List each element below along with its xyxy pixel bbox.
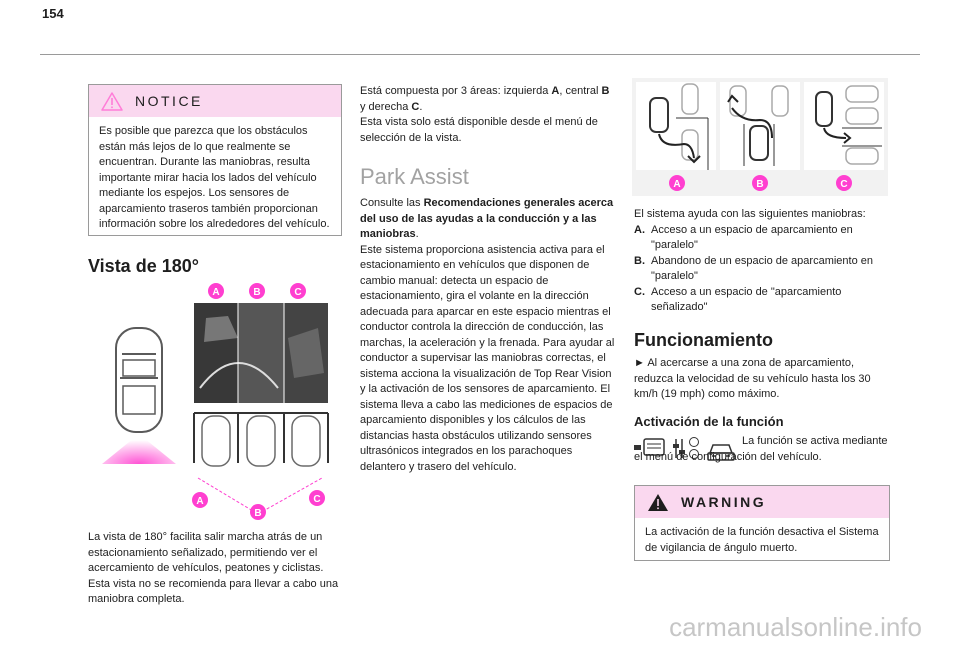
park-assist-figure: [632, 78, 888, 196]
list-item: [634, 223, 890, 254]
label-b-icon: [752, 175, 768, 191]
fig-label-b-bottom: B: [254, 508, 262, 519]
list-item-text: Acceso a un espacio de aparcamiento en "paralelo": [651, 223, 853, 251]
heading-vista-180: Vista de 180°: [88, 256, 199, 276]
label-a-icon: [669, 175, 685, 191]
intro-area-b: B: [601, 85, 610, 97]
intro-areas-part: y derecha: [360, 100, 412, 113]
intro-availability: Esta vista solo está disponible desde el menú de selección de la vista.: [360, 116, 598, 144]
label-c-bottom-icon: [309, 490, 325, 506]
fig-label-b-top: B: [253, 287, 261, 298]
list-item-key: C.: [634, 285, 645, 298]
park-fig-label-c: C: [840, 179, 848, 190]
fig-label-a-top: A: [212, 287, 220, 298]
heading-park-assist: Park Assist: [360, 164, 469, 189]
camera-view-image: [194, 303, 328, 403]
notice-text: Es posible que parezca que los obstáculos están más lejos de lo que realmente se encuentran. Durante las maniobras, resulta importante mirar hacia los lados del vehículo mediante los espejos. Los sensores de aparcamiento traseros también proporcionan información sobre los alrededores del vehículo.: [99, 125, 330, 230]
warning-triangle-icon: [647, 493, 669, 512]
intro-areas-part: , central: [559, 85, 602, 97]
heading-activacion: Activación de la función: [634, 414, 784, 429]
list-item: [634, 254, 890, 285]
warning-triangle-icon: [101, 92, 123, 111]
parking-row-image: [194, 413, 328, 514]
fig-label-c-top: C: [294, 287, 302, 298]
park-fig-label-a: A: [673, 179, 681, 190]
warning-text: La activación de la función desactiva el Sistema de vigilancia de ángulo muerto.: [645, 526, 879, 554]
consult-suffix: .: [415, 228, 419, 240]
label-a-top-icon: [208, 283, 224, 299]
park-fig-label-b: B: [756, 179, 764, 190]
intro-areas-part: Está compuesta por 3 áreas: izquierda: [360, 85, 552, 97]
maneuvers-list: [634, 223, 890, 316]
vista-180-figure: [88, 278, 338, 522]
list-item-key: B.: [634, 254, 645, 267]
maneuver-b-image: [720, 82, 800, 170]
list-item-text: Acceso a un espacio de "aparcamiento señalizado": [651, 285, 842, 313]
header-rule: [40, 54, 920, 55]
vista-180-text: La vista de 180° facilita salir marcha atrás de un estacionamiento señalizado, permitiendo ver el acercamiento de vehículos, peatones y ciclistas. Esta vista no se recomienda para llevar a cabo una maniobra completa.: [88, 531, 339, 605]
maneuver-a-image: [636, 82, 716, 170]
page-number: 154: [42, 6, 64, 21]
notice-box: [88, 84, 342, 236]
step-paragraph: [634, 356, 890, 403]
heading-funcionamiento: Funcionamiento: [634, 330, 773, 350]
warning-header: [635, 486, 889, 518]
park-assist-body: [360, 196, 616, 475]
list-item-key: A.: [634, 223, 645, 236]
label-b-bottom-icon: [250, 504, 266, 520]
warning-box: [634, 485, 890, 561]
notice-title: NOTICE: [135, 93, 203, 109]
fig-label-c-bottom: C: [313, 494, 321, 505]
consult-prefix: Consulte las: [360, 197, 424, 209]
maneuvers-intro: El sistema ayuda con las siguientes maniobras:: [634, 208, 866, 220]
notice-header: [89, 85, 341, 117]
watermark: carmanualsonline.info: [669, 612, 922, 642]
consult-link-text: Recomendaciones generales acerca del uso de las ayudas a la conducción y a las maniobras: [360, 197, 614, 240]
car-top-view-icon: [116, 328, 162, 432]
maneuvers-section: [634, 207, 890, 316]
maneuver-c-image: [804, 82, 884, 170]
park-assist-description: Este sistema proporciona asistencia activa para el estacionamiento en vehículos que disponen de cambio manual: detecta un espacio de estacionamiento, gira el volante en la dirección adecuada para aparcar en este espacio mientras el conductor controla la dirección de conducción, las marchas, la aceleración y la frenada. Para ayudar al conductor a supervisar las maniobras correctas, el sistema acciona la visualización de Top Rear Vision y la activación de los sensores de aparcamiento. El sistema lleva a cabo las mediciones de espacios de aparcamiento disponibles y los cálculos de las distancias hasta obstáculos utilizando sensores ultrasónicos integrados en los parachoques delantero y trasero del vehículo.: [360, 243, 615, 473]
list-item: [634, 285, 890, 316]
intro-area-a: A: [551, 85, 560, 97]
list-item-text: Abandono de un espacio de aparcamiento en "paralelo": [651, 254, 874, 282]
intro-areas-part: .: [419, 100, 423, 113]
intro-areas: [360, 84, 614, 115]
label-a-bottom-icon: [192, 492, 208, 508]
step-text: [634, 356, 890, 403]
middle-intro: [360, 84, 614, 146]
label-b-top-icon: [249, 283, 265, 299]
activation-text: La función se activa mediante el menú de configuración del vehículo.: [634, 435, 888, 463]
consult-paragraph: [360, 196, 616, 243]
warning-title: WARNING: [681, 494, 767, 510]
rear-view-zone-icon: [102, 434, 176, 464]
label-c-top-icon: [290, 283, 306, 299]
step-body: Al acercarse a una zona de aparcamiento, reduzca la velocidad de su vehículo hasta los 30 km/h (19 mph) como máximo.: [634, 357, 871, 400]
intro-area-c: C: [411, 100, 420, 113]
step-arrow-icon: ►: [634, 357, 645, 369]
label-c-icon: [836, 175, 852, 191]
fig-label-a-bottom: A: [196, 496, 204, 507]
